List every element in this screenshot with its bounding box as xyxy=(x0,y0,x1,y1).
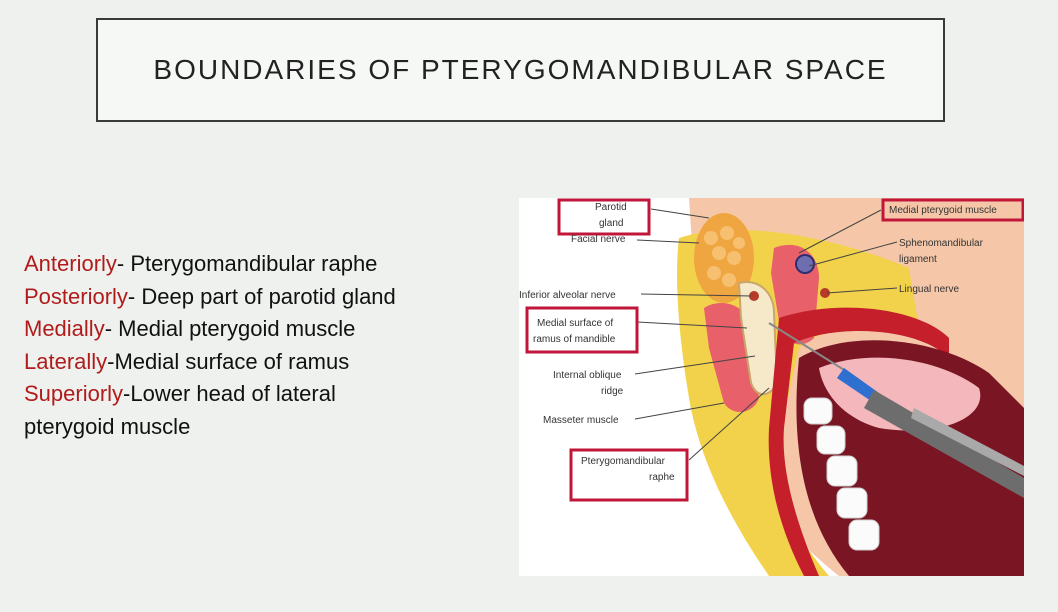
boundary-sep: - xyxy=(123,381,131,406)
boundary-term: Medially xyxy=(24,316,105,341)
label-medial-surface: Medial surface of xyxy=(537,318,614,329)
label-internal-oblique: Internal oblique xyxy=(553,370,622,381)
boundary-sep: - xyxy=(104,316,119,341)
title-box xyxy=(96,18,945,122)
boundary-term: Superiorly xyxy=(24,381,124,406)
boundary-anterior xyxy=(24,248,494,281)
label-medial-surface-2: ramus of mandible xyxy=(533,334,616,345)
boundary-superior xyxy=(24,378,494,411)
boundaries-list xyxy=(24,248,494,443)
boundary-sep: - xyxy=(127,283,142,309)
label-sphenomandibular: Sphenomandibular xyxy=(899,238,983,249)
label-facial-nerve: Facial nerve xyxy=(571,234,626,245)
boundary-desc: Medial pterygoid muscle xyxy=(118,316,356,341)
label-parotid: Parotid xyxy=(595,202,627,213)
boundary-term: Posteriorly xyxy=(24,283,128,309)
boundary-superior-continuation: pterygoid muscle xyxy=(24,413,191,439)
boundary-posterior xyxy=(24,281,494,314)
anatomy-illustration xyxy=(519,198,1024,576)
boundary-desc: Deep part of parotid gland xyxy=(141,283,396,309)
boundary-medial xyxy=(24,313,494,346)
boundary-sep: - xyxy=(116,251,131,276)
anatomy-figure xyxy=(519,198,1024,576)
label-lingual-nerve: Lingual nerve xyxy=(899,284,960,295)
page-title: BOUNDARIES OF PTERYGOMANDIBULAR SPACE xyxy=(153,54,888,85)
label-ptm-raphe: Pterygomandibular xyxy=(581,456,665,467)
boundary-desc: Medial surface of ramus xyxy=(114,348,350,374)
label-masseter: Masseter muscle xyxy=(543,415,619,426)
boundary-desc: Lower head of lateral xyxy=(130,381,336,406)
boundary-term: Laterally xyxy=(24,348,108,374)
label-ptm-raphe-2: raphe xyxy=(649,472,675,483)
boundary-sep: - xyxy=(107,348,115,374)
label-sphenomandibular-2: ligament xyxy=(899,254,937,265)
boundary-lateral xyxy=(24,346,494,379)
label-medial-pterygoid: Medial pterygoid muscle xyxy=(889,205,997,216)
label-internal-oblique-2: ridge xyxy=(601,386,624,397)
label-parotid-2: gland xyxy=(599,218,624,229)
boundary-desc: Pterygomandibular raphe xyxy=(130,251,378,276)
vessel-drawing xyxy=(796,255,814,273)
label-inferior-alveolar: Inferior alveolar nerve xyxy=(519,290,616,301)
boundary-term: Anteriorly xyxy=(24,251,117,276)
